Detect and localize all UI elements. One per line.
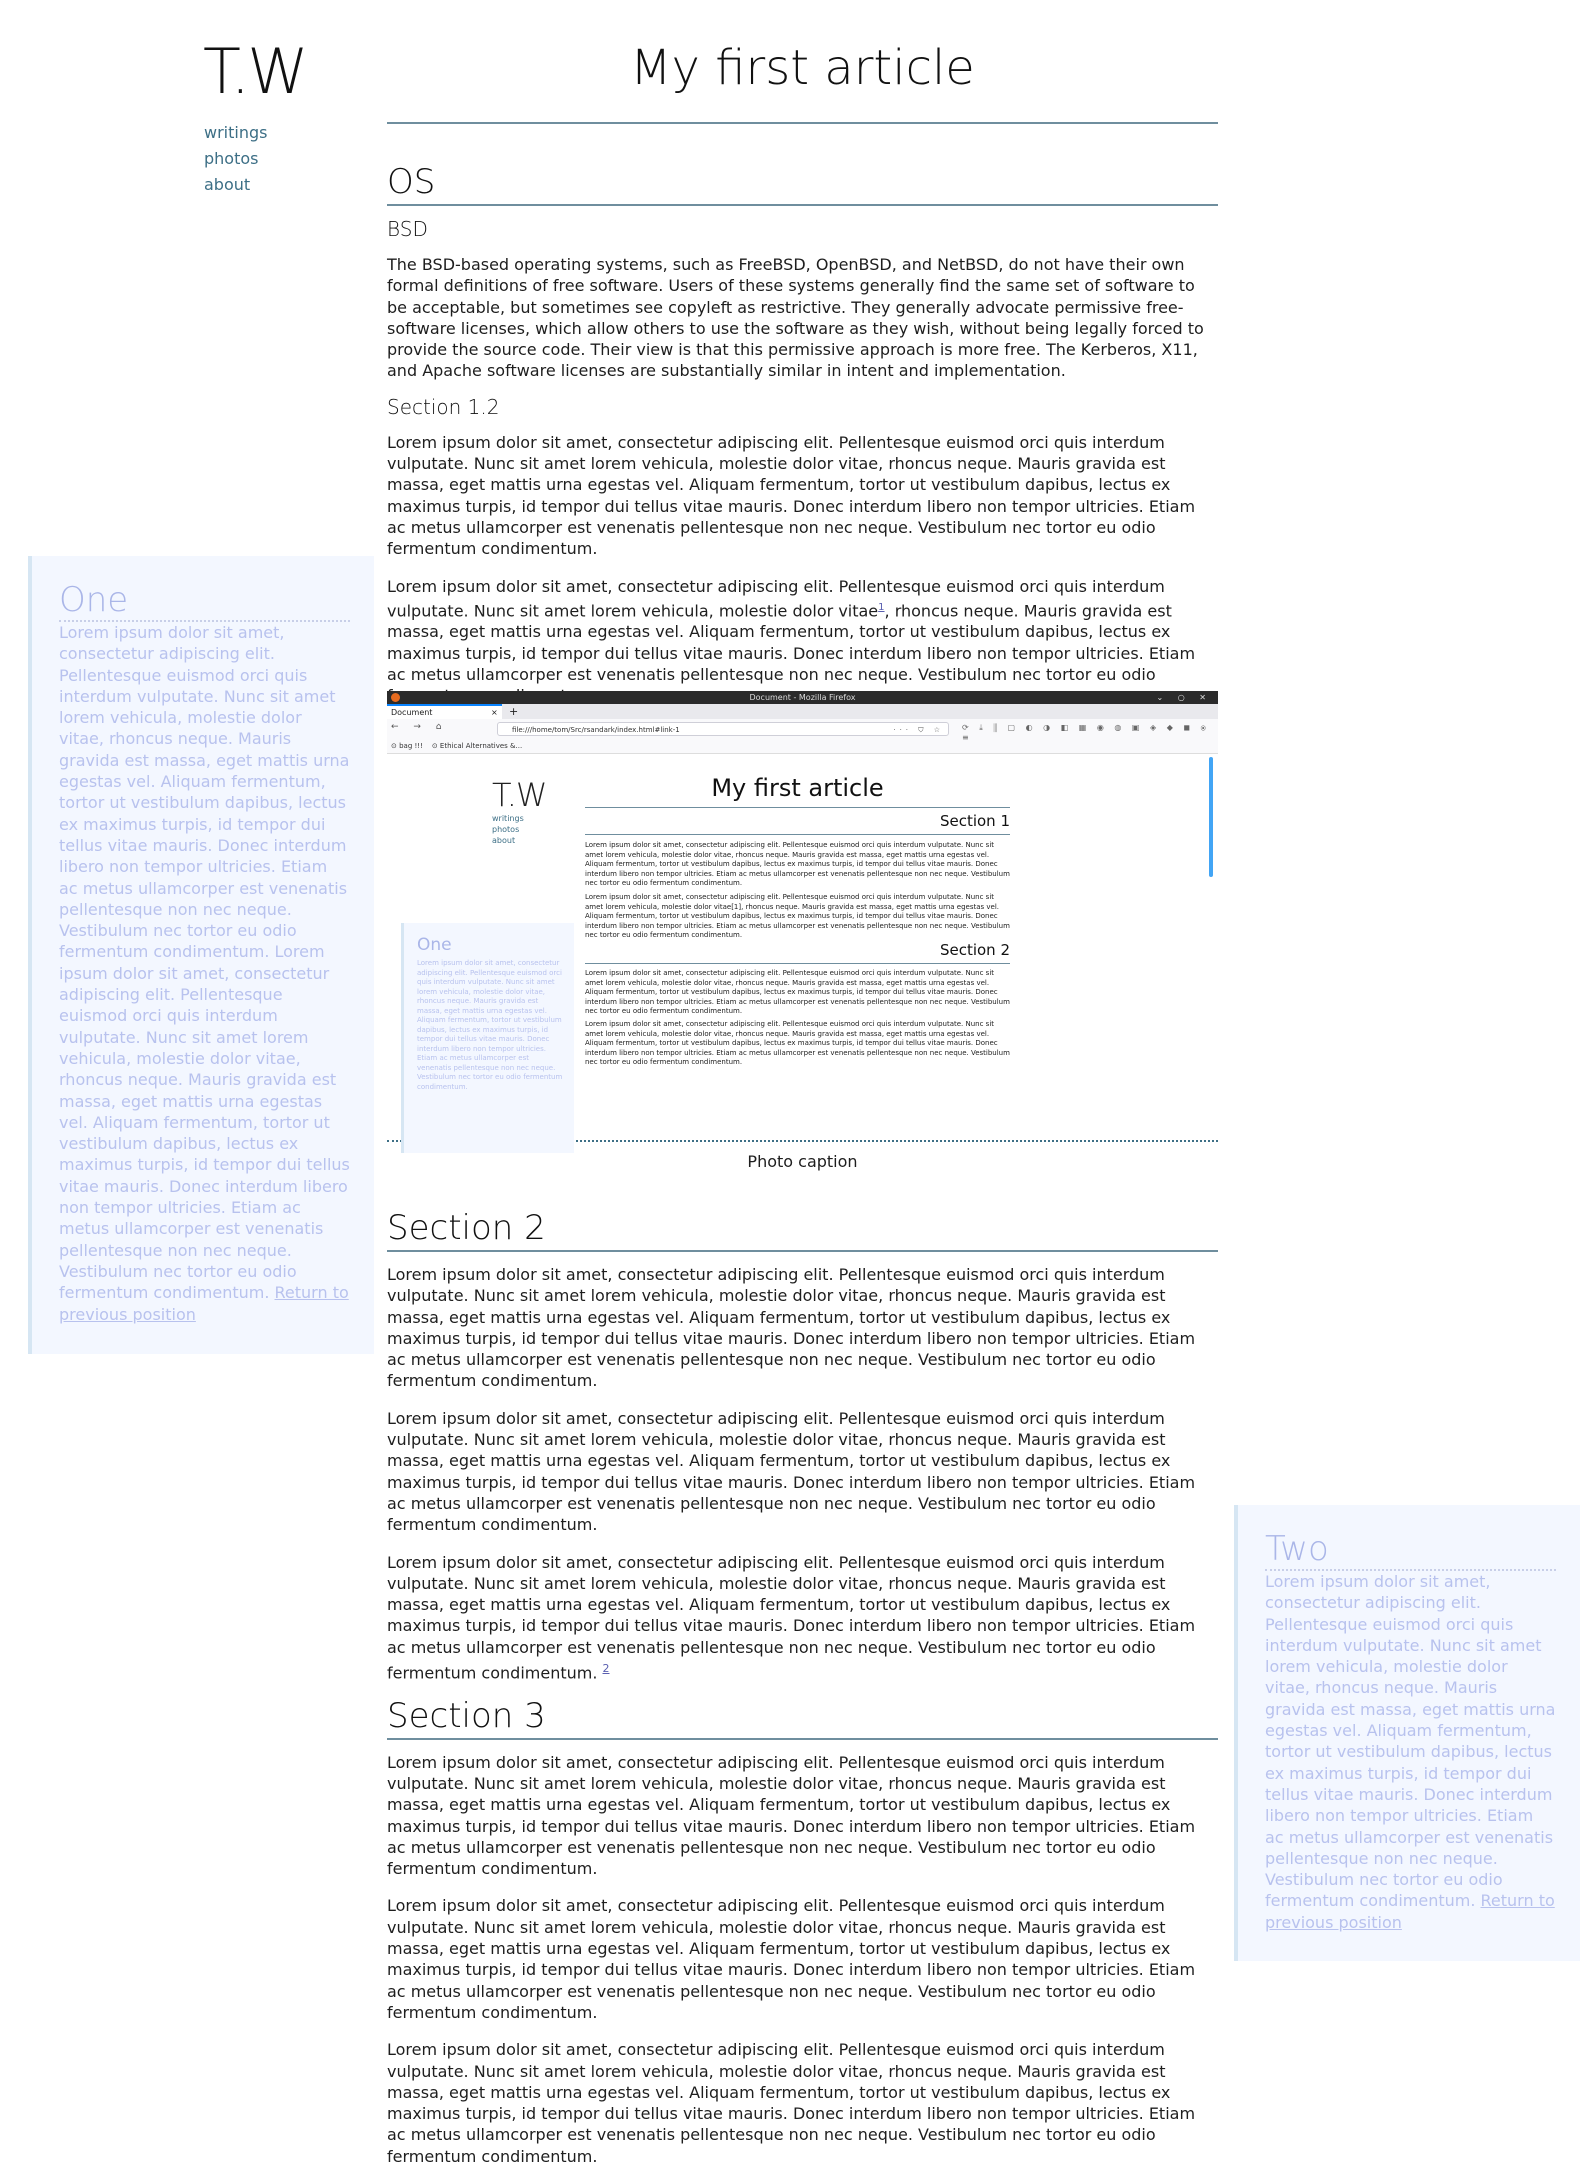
- paragraph-s3-2: Lorem ipsum dolor sit amet, consectetur adipiscing elit. Pellentesque euismod orci quis interdum vulputate. Nunc sit amet lorem vehicula, molestie dolor vitae, rhoncus neque. Mauris gravida est massa, eget mattis urna egestas vel. Aliquam fermentum, tortor ut vestibulum dapibus, lectus ex maximus turpis, id tempor dui tellus vitae mauris. Donec interdum libero non tempor ultricies. Etiam ac metus ullamcorper est venenatis pellentesque non nec neque. Vestibulum nec tortor eu odio fermentum condimentum.: [387, 1896, 1196, 2022]
- heading-section-1-2: Section 1.2: [387, 394, 500, 419]
- mini-section-1-rule: [585, 834, 1010, 835]
- sidenote-one-title: One: [59, 580, 350, 622]
- heading-bsd: BSD: [387, 217, 428, 241]
- bookmark-2: ⊙ Ethical Alternatives &...: [431, 742, 523, 750]
- mini-paragraph-1: Lorem ipsum dolor sit amet, consectetur adipiscing elit. Pellentesque euismod orci quis interdum vulputate. Nunc sit amet lorem vehicula, molestie dolor vitae, rhoncus neque. Mauris gravida est massa, eget mattis urna egestas vel. Aliquam fermentum, tortor ut vestibulum dapibus, lectus ex maximus turpis, id tempor dui tellus vitae mauris. Donec interdum libero non tempor ultricies. Etiam ac metus ullamcorper est venenatis pellentesque non nec neque. Vestibulum nec tortor eu odio fermentum condimentum.: [585, 841, 1010, 887]
- nav-link-about[interactable]: about: [204, 175, 251, 194]
- mini-nav-writings: writings: [492, 814, 524, 823]
- tab-document: [387, 704, 502, 719]
- paragraph-s12-1: Lorem ipsum dolor sit amet, consectetur adipiscing elit. Pellentesque euismod orci quis interdum vulputate. Nunc sit amet lorem vehicula, molestie dolor vitae, rhoncus neque. Mauris gravida est massa, eget mattis urna egestas vel. Aliquam fermentum, tortor ut vestibulum dapibus, lectus ex maximus turpis, id tempor dui tellus vitae mauris. Donec interdum libero non tempor ultricies. Etiam ac metus ullamcorper est venenatis pellentesque non nec neque. Vestibulum nec tortor eu odio fermentum condimentum.: [387, 432, 1196, 559]
- sidenote-one-body: [59, 622, 350, 1325]
- page-actions-icons: ··· ⛉ ☆: [893, 726, 944, 734]
- mini-paragraph-2-a: Lorem ipsum dolor sit amet, consectetur adipiscing elit. Pellentesque euismod orci quis interdum vulputate. Nunc sit amet lorem vehicula, molestie dolor vitae: [585, 893, 995, 911]
- paragraph-s12-2-text-b: , rhoncus neque. Mauris gravida est massa, eget mattis urna egestas vel. Aliquam fermentum, tortor ut vestibulum dapibus, lectus ex maximus turpis, id tempor dui tellus vitae mauris. Donec interdum libero non tempor ultricies. Etiam ac metus ullamcorper est venenatis pellentesque non nec neque. Vestibulum nec tortor eu odio: [387, 601, 1196, 685]
- footnote-ref-1[interactable]: 1: [878, 601, 885, 613]
- mini-aside-body: Lorem ipsum dolor sit amet, consectetur adipiscing elit. Pellentesque euismod orci quis interdum vulputate. Nunc sit amet lorem vehicula, molestie dolor vitae, rhoncus neque. Mauris gravida est massa, eget mattis urna egestas vel. Aliquam fermentum, tortor ut vestibulum dapibus, lectus ex maximus turpis, id tempor dui tellus vitae mauris. Donec interdum libero non tempor ultricies. Etiam ac metus ullamcorper est venenatis pellentesque non nec neque. Vestibulum nec tortor eu odio fermentum condimentum.: [417, 959, 563, 1091]
- return-link-one[interactable]: Return to previous position: [59, 1283, 349, 1324]
- mini-paragraph-4: Lorem ipsum dolor sit amet, consectetur adipiscing elit. Pellentesque euismod orci quis interdum vulputate. Nunc sit amet lorem vehicula, molestie dolor vitae, rhoncus neque. Mauris gravida est massa, eget mattis urna egestas vel. Aliquam fermentum, tortor ut vestibulum dapibus, lectus ex maximus turpis, id tempor dui tellus vitae mauris. Donec interdum libero non tempor ultricies. Etiam ac metus ullamcorper est venenatis pellentesque non nec neque. Vestibulum nec tortor eu odio fermentum condimentum.: [585, 1020, 1010, 1066]
- bookmark-1: ⊙ bag !!!: [391, 742, 423, 750]
- nav-link-writings[interactable]: writings: [204, 123, 268, 142]
- nav-toolbar: [387, 719, 1218, 742]
- sidenote-one-text: Lorem ipsum dolor sit amet, consectetur adipiscing elit. Pellentesque euismod orci quis interdum vulputate. Nunc sit amet lorem vehicula, molestie dolor vitae, rhoncus neque. Mauris gravida est massa, eget mattis urna egestas vel. Aliquam fermentum, tortor ut vestibulum dapibus, lectus ex maximus turpis, id tempor dui tellus vitae mauris. Donec interdum libero non tempor ultricies. Etiam ac metus ullamcorper est venenatis pellentesque non nec neque. Vestibulum nec tortor eu odio fermentum condimentum. Lorem ipsum dolor sit amet, consectetur adipiscing elit. Pellentesque euismod orci quis interdum vulputate. Nunc sit amet lorem vehicula, molestie dolor vitae, rhoncus neque. Mauris gravida est massa, eget mattis urna egestas vel. Aliquam fermentum, tortor ut vestibulum dapibus, lectus ex maximus turpis, id tempor dui tellus vitae mauris. Donec interdum libero non tempor ultricies. Etiam ac metus ullamcorper est venenatis pellentesque non nec neque. Vestibulum nec tortor eu odio fermentum condimentum.: [59, 623, 350, 1303]
- mini-section-2-rule: [585, 963, 1010, 964]
- paragraph-s2-3-text: Lorem ipsum dolor sit amet, consectetur adipiscing elit. Pellentesque euismod orci quis interdum vulputate. Nunc sit amet lorem vehicula, molestie dolor vitae, rhoncus neque. Mauris gravida est massa, eget mattis urna egestas vel. Aliquam fermentum, tortor ut vestibulum dapibus, lectus ex maximus turpis, id tempor dui tellus vitae mauris. Donec interdum libero non tempor ultricies. Etiam ac metus ullamcorper est venenatis pellentesque non nec neque. Vestibulum nec tortor eu odio fermentum condimentum.: [387, 1552, 1196, 1683]
- heading-os: OS: [387, 162, 1218, 206]
- photo-caption: Photo caption: [747, 1152, 858, 1171]
- article-continued: [387, 1208, 1218, 2167]
- mini-logo: T.W: [492, 776, 547, 814]
- mini-paragraph-2: [585, 893, 1010, 940]
- tab-label: Document: [391, 708, 433, 717]
- close-tab-icon: ×: [491, 708, 498, 717]
- mini-page-title: My first article: [711, 774, 884, 802]
- nav-link-photos[interactable]: photos: [204, 149, 259, 168]
- sidenote-two-text: Lorem ipsum dolor sit amet, consectetur adipiscing elit. Pellentesque euismod orci quis interdum vulputate. Nunc sit amet lorem vehicula, molestie dolor vitae, rhoncus neque. Mauris gravida est massa, eget mattis urna egestas vel. Aliquam fermentum, tortor ut vestibulum dapibus, lectus ex maximus turpis, id tempor dui tellus vitae mauris. Donec interdum libero non tempor ultricies. Etiam ac metus ullamcorper est venenatis pellentesque non nec neque. Vestibulum nec tortor eu odio fermentum condimentum.: [1265, 1572, 1556, 1911]
- mini-nav: [492, 813, 524, 846]
- mini-footnote-ref: [1]: [731, 902, 742, 911]
- browser-screenshot-image: [387, 691, 1218, 1142]
- tab-strip: [387, 704, 1218, 719]
- paragraph-s3-1: Lorem ipsum dolor sit amet, consectetur adipiscing elit. Pellentesque euismod orci quis interdum vulputate. Nunc sit amet lorem vehicula, molestie dolor vitae, rhoncus neque. Mauris gravida est massa, eget mattis urna egestas vel. Aliquam fermentum, tortor ut vestibulum dapibus, lectus ex maximus turpis, id tempor dui tellus vitae mauris. Donec interdum libero non tempor ultricies. Etiam ac metus ullamcorper est venenatis pellentesque non nec neque. Vestibulum nec tortor eu odio fermentum condimentum.: [387, 1752, 1196, 1879]
- url-bar: [497, 722, 949, 736]
- paragraph-bsd: The BSD-based operating systems, such as FreeBSD, OpenBSD, and NetBSD, do not have their own formal definitions of free software. Users of these systems generally find the same set of software to be acceptable, but sometimes see copyleft as restrictive. They generally advocate permissive free-software licenses, which allow others to use the software as they wish, without being legally forced to provide the source code. Their view is that this permissive approach is more free. The Kerberos, X11, and Apache software licenses are substantially similar in intent and implementation.: [387, 255, 1204, 381]
- new-tab-icon: +: [509, 705, 519, 718]
- mini-paragraph-2-b: , rhoncus neque. Mauris gravida est massa, eget mattis urna egestas vel. Aliquam fermentum, tortor ut vestibulum dapibus, lectus ex maximus turpis, id tempor dui tellus vitae mauris. Donec interdum libero non tempor ultricies. Etiam ac metus ullamcorper est venenatis pellentesque non nec neque. Vestibulum nec tortor eu odio fermentum condimentum.: [585, 902, 1010, 939]
- site-logo[interactable]: T.W: [203, 35, 306, 108]
- back-forward-home-icons: ← → ⌂: [391, 722, 448, 732]
- sidenote-two-body: [1265, 1571, 1556, 1933]
- mini-section-1: Section 1: [939, 812, 1010, 830]
- paragraph-s2-1: Lorem ipsum dolor sit amet, consectetur adipiscing elit. Pellentesque euismod orci quis interdum vulputate. Nunc sit amet lorem vehicula, molestie dolor vitae, rhoncus neque. Mauris gravida est massa, eget mattis urna egestas vel. Aliquam fermentum, tortor ut vestibulum dapibus, lectus ex maximus turpis, id tempor dui tellus vitae mauris. Donec interdum libero non tempor ultricies. Etiam ac metus ullamcorper est venenatis pellentesque non nec neque. Vestibulum nec tortor eu odio fermentum condimentum.: [387, 1265, 1196, 1391]
- mini-nav-about: about: [492, 836, 516, 845]
- browser-viewport: [387, 754, 1218, 1140]
- url-text: file:///home/tom/Src/rsandark/index.html#link-1: [512, 726, 680, 734]
- site-nav: [204, 120, 267, 198]
- paragraph-s2-3: [387, 1552, 1218, 1684]
- firefox-logo-icon: [391, 693, 400, 702]
- footnote-ref-2[interactable]: 2: [602, 1662, 610, 1676]
- paragraph-s12-2: [387, 576, 1218, 707]
- mini-paragraph-3: Lorem ipsum dolor sit amet, consectetur adipiscing elit. Pellentesque euismod orci quis interdum vulputate. Nunc sit amet lorem vehicula, molestie dolor vitae, rhoncus neque. Mauris gravida est massa, eget mattis urna egestas vel. Aliquam fermentum, tortor ut vestibulum dapibus, lectus ex maximus turpis, id tempor dui tellus vitae mauris. Donec interdum libero non tempor ultricies. Etiam ac metus ullamcorper est venenatis pellentesque non nec neque. Vestibulum nec tortor eu odio fermentum condimentum.: [585, 969, 1010, 1015]
- scrollbar-thumb: [1209, 757, 1213, 877]
- mini-section-2: Section 2: [939, 941, 1010, 959]
- window-titlebar: [387, 691, 1218, 704]
- figure: [387, 691, 1218, 1172]
- paragraph-s3-3: Lorem ipsum dolor sit amet, consectetur adipiscing elit. Pellentesque euismod orci quis interdum vulputate. Nunc sit amet lorem vehicula, molestie dolor vitae, rhoncus neque. Mauris gravida est massa, eget mattis urna egestas vel. Aliquam fermentum, tortor ut vestibulum dapibus, lectus ex maximus turpis, id tempor dui tellus vitae mauris. Donec interdum libero non tempor ultricies. Etiam ac metus ullamcorper est venenatis pellentesque non nec neque. Vestibulum nec tortor eu odio fermentum condimentum.: [387, 2040, 1196, 2166]
- mini-title-rule: [585, 807, 1010, 808]
- page-title: My first article: [387, 0, 1218, 124]
- heading-section-3: Section 3: [387, 1696, 1218, 1740]
- sidenote-two-title: Two: [1265, 1529, 1556, 1571]
- heading-section-2: Section 2: [387, 1208, 1218, 1252]
- sidenote-two: [1234, 1505, 1580, 1961]
- paragraph-s12-2-text-a: Lorem ipsum dolor sit amet, consectetur adipiscing elit. Pellentesque euismod orci quis interdum vulputate. Nunc sit amet lorem vehicula, molestie dolor vitae: [387, 576, 1165, 621]
- window-controls: ⌄ ○ ✕: [1156, 693, 1212, 702]
- article: [387, 0, 1218, 707]
- toolbar-extension-icons: ⟳ ⤓ ⫼ ▢ ◐ ◑ ◧ ▦ ◉ ◍ ▣ ◈ ◆ ◼ ⦿ ≡: [962, 723, 1210, 742]
- return-link-two[interactable]: Return to previous position: [1265, 1891, 1555, 1932]
- sidenote-one: [28, 556, 374, 1354]
- mini-aside: [401, 923, 574, 1153]
- mini-nav-photos: photos: [492, 825, 520, 834]
- mini-aside-title: One: [417, 935, 452, 955]
- window-title: Document - Mozilla Firefox: [749, 693, 856, 702]
- paragraph-s2-2: Lorem ipsum dolor sit amet, consectetur adipiscing elit. Pellentesque euismod orci quis interdum vulputate. Nunc sit amet lorem vehicula, molestie dolor vitae, rhoncus neque. Mauris gravida est massa, eget mattis urna egestas vel. Aliquam fermentum, tortor ut vestibulum dapibus, lectus ex maximus turpis, id tempor dui tellus vitae mauris. Donec interdum libero non tempor ultricies. Etiam ac metus ullamcorper est venenatis pellentesque non nec neque. Vestibulum nec tortor eu odio fermentum condimentum.: [387, 1408, 1196, 1535]
